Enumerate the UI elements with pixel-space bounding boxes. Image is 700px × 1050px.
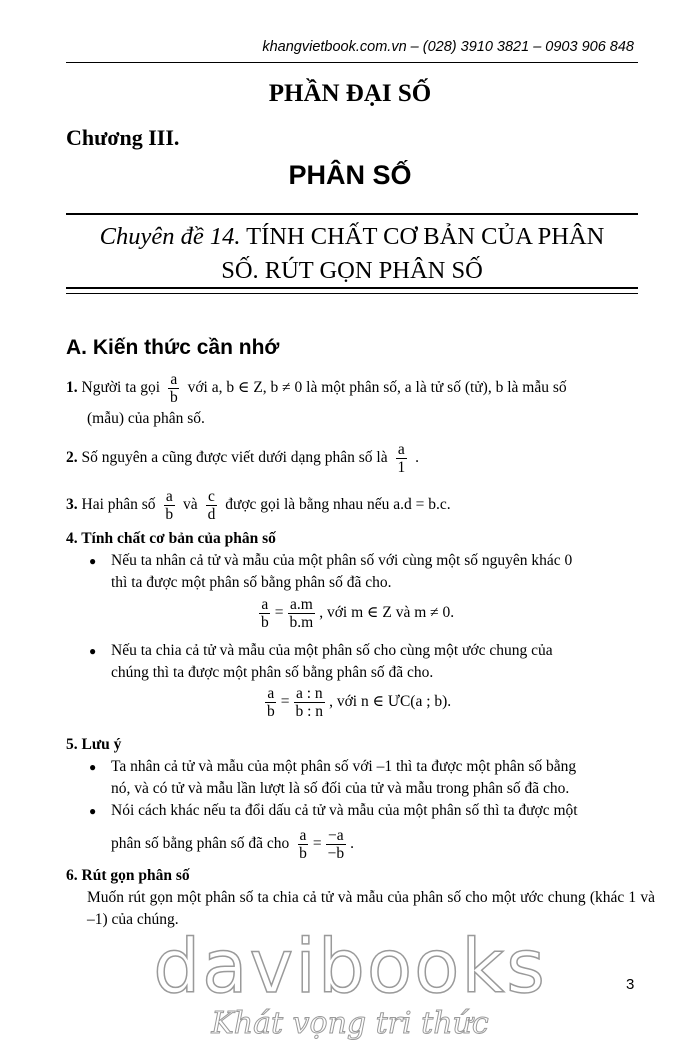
item-6-title: 6. Rút gọn phân số (66, 867, 190, 884)
fraction-denominator: b (267, 703, 275, 720)
fraction-denominator: b : n (295, 703, 324, 720)
item-text: Số nguyên a cũng được viết dưới dạng phân số là (81, 449, 388, 467)
item-1-line2: (mẫu) của phân số. (87, 410, 205, 427)
item-text: với a, b ∈ Z, b ≠ 0 là một phân số, a là tử số (tử), b là mẫu số (187, 379, 567, 397)
fraction-numerator: a (261, 596, 269, 613)
item-4-bullet-2-line2: chúng thì ta được một phân số bằng phân số đã cho. (111, 664, 434, 681)
topic-rule-bottom (66, 287, 638, 289)
topic-label: Chuyên đề 14. (99, 223, 241, 250)
fraction-numerator: −a (328, 827, 344, 844)
section-heading: A. Kiến thức cần nhớ (66, 336, 280, 359)
fraction-denominator: 1 (397, 459, 406, 476)
item-5-title: 5. Lưu ý (66, 736, 122, 753)
fraction-numerator: a (397, 441, 405, 458)
chapter-title: PHÂN SỐ (288, 160, 412, 190)
topic-rule-bottom-thin (66, 293, 638, 294)
fraction-numerator: a (299, 827, 307, 844)
fraction (206, 488, 218, 523)
formula-condition: , với n ∈ ƯC(a ; b). (329, 693, 452, 711)
item-5-bullet-2-line2 (111, 827, 354, 862)
equals-sign: = (312, 835, 322, 853)
fraction (265, 685, 277, 720)
item-1 (66, 371, 567, 406)
header-contact: khangvietbook.com.vn – (028) 3910 3821 – 0903 906 848 (262, 39, 634, 55)
watermark-brand: davibooks (153, 924, 547, 1010)
bullet-icon: ● (89, 554, 97, 568)
item-text: và (183, 496, 198, 514)
bullet-icon: ● (89, 804, 97, 818)
fraction-denominator: b (165, 506, 174, 523)
fraction (168, 371, 180, 406)
item-number: 3. (66, 496, 78, 514)
chapter-label: Chương III. (66, 125, 180, 150)
item-5-bullet-1-line2: nó, và có tử và mẫu lần lượt là số đối của tử và mẫu trong phân số đã cho. (111, 780, 570, 797)
item-5-bullet-2-line1: Nói cách khác nếu ta đổi dấu cả tử và mẫu của một phân số thì ta được một (111, 802, 578, 819)
fraction (288, 596, 316, 631)
header-divider (66, 62, 638, 63)
bullet-icon: ● (89, 760, 97, 774)
item-text: . (415, 449, 419, 467)
period: . (350, 835, 354, 853)
formula-multiply (255, 596, 454, 631)
formula-condition: , với m ∈ Z và m ≠ 0. (319, 604, 455, 622)
item-3 (66, 488, 451, 523)
topic-line2: SỐ. RÚT GỌN PHÂN SỐ (221, 257, 483, 284)
fraction (326, 827, 347, 862)
item-2 (66, 441, 419, 476)
item-text: Hai phân số (81, 496, 156, 514)
watermark-tagline: Khát vọng tri thức (211, 1006, 489, 1041)
item-4-bullet-1-line1: Nếu ta nhân cả tử và mẫu của một phân số với cùng một số nguyên khác 0 (111, 552, 573, 569)
fraction-numerator: a (165, 488, 173, 505)
item-number: 2. (66, 449, 78, 467)
fraction-denominator: b (299, 845, 307, 862)
item-6-text: Muốn rút gọn một phân số ta chia cả tử và mẫu của phân số cho một ước chung (khác 1 và –1) của chúng. (87, 889, 655, 928)
item-4-bullet-2-line1: Nếu ta chia cả tử và mẫu của một phân số cho cùng một ước chung của (111, 642, 553, 659)
fraction (297, 827, 309, 862)
fraction (396, 441, 408, 476)
item-number: 1. (66, 379, 78, 397)
fraction-numerator: a : n (295, 685, 323, 702)
fraction-numerator: a.m (289, 596, 313, 613)
fraction (163, 488, 175, 523)
fraction-denominator: −b (327, 845, 345, 862)
equals-sign: = (274, 604, 284, 622)
page-number: 3 (626, 976, 635, 993)
fraction-numerator: a (267, 685, 275, 702)
fraction-denominator: b (169, 389, 178, 406)
item-text: được gọi là bằng nhau nếu a.d = b.c. (225, 496, 451, 514)
topic-title (66, 220, 638, 288)
fraction-numerator: c (207, 488, 215, 505)
fraction-denominator: b.m (289, 614, 314, 631)
formula-divide (261, 685, 451, 720)
fraction (259, 596, 271, 631)
fraction-denominator: b (261, 614, 269, 631)
item-4-title: 4. Tính chất cơ bản của phân số (66, 530, 276, 547)
part-title: PHẦN ĐẠI SỐ (268, 80, 432, 107)
bullet-icon: ● (89, 644, 97, 658)
fraction-denominator: d (207, 506, 216, 523)
item-5-bullet-1-line1: Ta nhân cả tử và mẫu của một phân số với –1 thì ta được một phân số bằng (111, 758, 577, 775)
equals-sign: = (280, 693, 290, 711)
fraction-numerator: a (170, 371, 178, 388)
topic-line1: TÍNH CHẤT CƠ BẢN CỦA PHÂN (246, 223, 605, 250)
item-4-bullet-1-line2: thì ta được một phân số bằng phân số đã cho. (111, 574, 392, 591)
topic-rule-top (66, 213, 638, 215)
fraction (294, 685, 326, 720)
item-text: Người ta gọi (81, 379, 161, 397)
item-text: phân số bằng phân số đã cho (111, 835, 290, 853)
